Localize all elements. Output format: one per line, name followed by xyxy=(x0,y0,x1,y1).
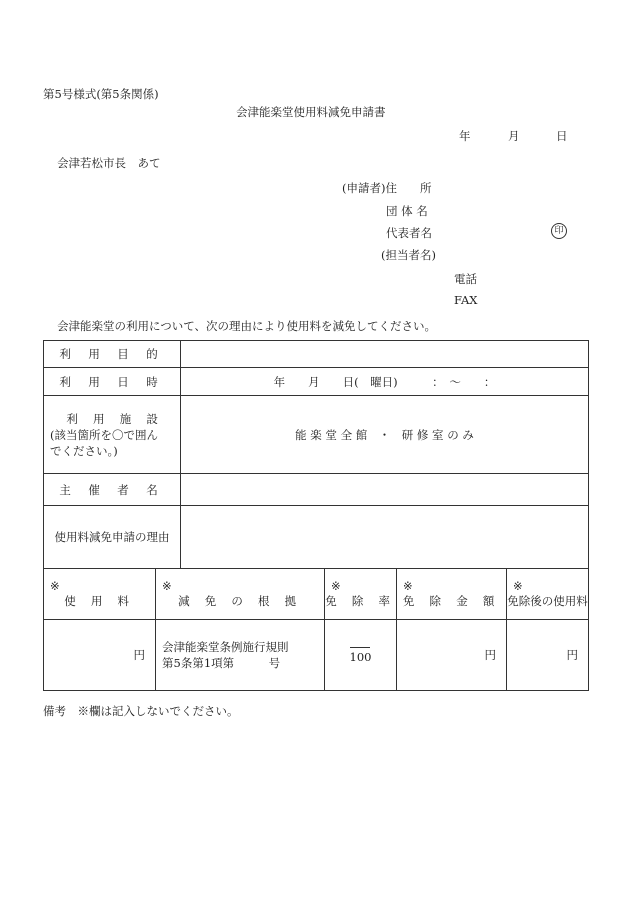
date-day: 日 xyxy=(556,129,568,143)
fraction-bar xyxy=(350,647,370,648)
reason-label: 使用料減免申請の理由 xyxy=(44,506,181,569)
facility-options[interactable]: 能 楽 堂 全 館 ・ 研 修 室 の み xyxy=(181,396,589,474)
reason-field[interactable] xyxy=(181,506,589,569)
office-use-mark: ※ xyxy=(513,579,523,593)
date-year: 年 xyxy=(459,129,471,143)
address-label: (申請者)住 所 xyxy=(342,181,432,195)
basis-value[interactable] xyxy=(156,620,325,691)
datetime-label: 利 用 日 時 xyxy=(44,368,181,396)
datetime-row xyxy=(44,368,589,396)
basis-line2: 第5条第1項第 号 xyxy=(162,656,281,670)
after-fee-header xyxy=(507,569,589,620)
amount-value[interactable]: 円 xyxy=(397,620,507,691)
rate-value[interactable] xyxy=(325,620,397,691)
basis-line1: 会津能楽堂条例施行規則 xyxy=(162,640,289,654)
facility-row xyxy=(44,396,589,474)
phone-label: 電話 xyxy=(454,272,477,286)
representative-label: 代表者名 xyxy=(386,226,432,240)
office-use-mark: ※ xyxy=(331,579,341,593)
basis-header-label: 減 免 の 根 拠 xyxy=(178,594,302,608)
facility-label-line1: 利 用 施 設 xyxy=(66,411,164,426)
purpose-field[interactable] xyxy=(181,341,589,368)
datetime-field[interactable]: 年 月 日( 曜日) ： 〜 ： xyxy=(181,368,589,396)
facility-label-line3: でください。) xyxy=(50,443,118,458)
facility-label xyxy=(44,396,181,474)
fee-header-label: 使 用 料 xyxy=(64,594,135,608)
fee-value[interactable]: 円 xyxy=(44,620,156,691)
after-fee-value[interactable]: 円 xyxy=(507,620,589,691)
group-name-label: 団 体 名 xyxy=(386,204,428,218)
fee-value-row xyxy=(44,620,589,691)
rate-fraction xyxy=(350,647,372,664)
basis-header xyxy=(156,569,325,620)
reason-row xyxy=(44,506,589,569)
organizer-field[interactable] xyxy=(181,474,589,506)
rate-header xyxy=(325,569,397,620)
office-use-mark: ※ xyxy=(50,579,60,593)
organizer-label: 主 催 者 名 xyxy=(44,474,181,506)
contact-person-label: (担当者名) xyxy=(381,248,436,262)
fax-label: FAX xyxy=(454,293,478,307)
purpose-row xyxy=(44,341,589,368)
purpose-label: 利 用 目 的 xyxy=(44,341,181,368)
fee-header-row xyxy=(44,569,589,620)
seal-mark: 印 xyxy=(551,223,567,239)
form-number: 第5号様式(第5条関係) xyxy=(43,87,159,101)
facility-label-line2: (該当箇所を〇で囲ん xyxy=(50,427,158,442)
office-use-mark: ※ xyxy=(162,579,172,593)
amount-header-label: 免 除 金 額 xyxy=(402,594,501,608)
amount-header xyxy=(397,569,507,620)
date-month: 月 xyxy=(508,129,520,143)
rate-header-label: 免 除 率 xyxy=(325,594,396,608)
fee-header xyxy=(44,569,156,620)
page-title: 会津能楽堂使用料減免申請書 xyxy=(236,105,386,119)
intro-text: 会津能楽堂の利用について、次の理由により使用料を減免してください。 xyxy=(57,319,437,333)
office-use-mark: ※ xyxy=(403,579,413,593)
rate-denominator: 100 xyxy=(349,649,372,664)
footnote: 備考 ※欄は記入しないでください。 xyxy=(43,704,239,718)
addressee: 会津若松市長 あて xyxy=(57,156,161,170)
organizer-row xyxy=(44,474,589,506)
application-table xyxy=(43,340,589,691)
after-fee-header-label: 免除後の使用料 xyxy=(507,594,588,608)
